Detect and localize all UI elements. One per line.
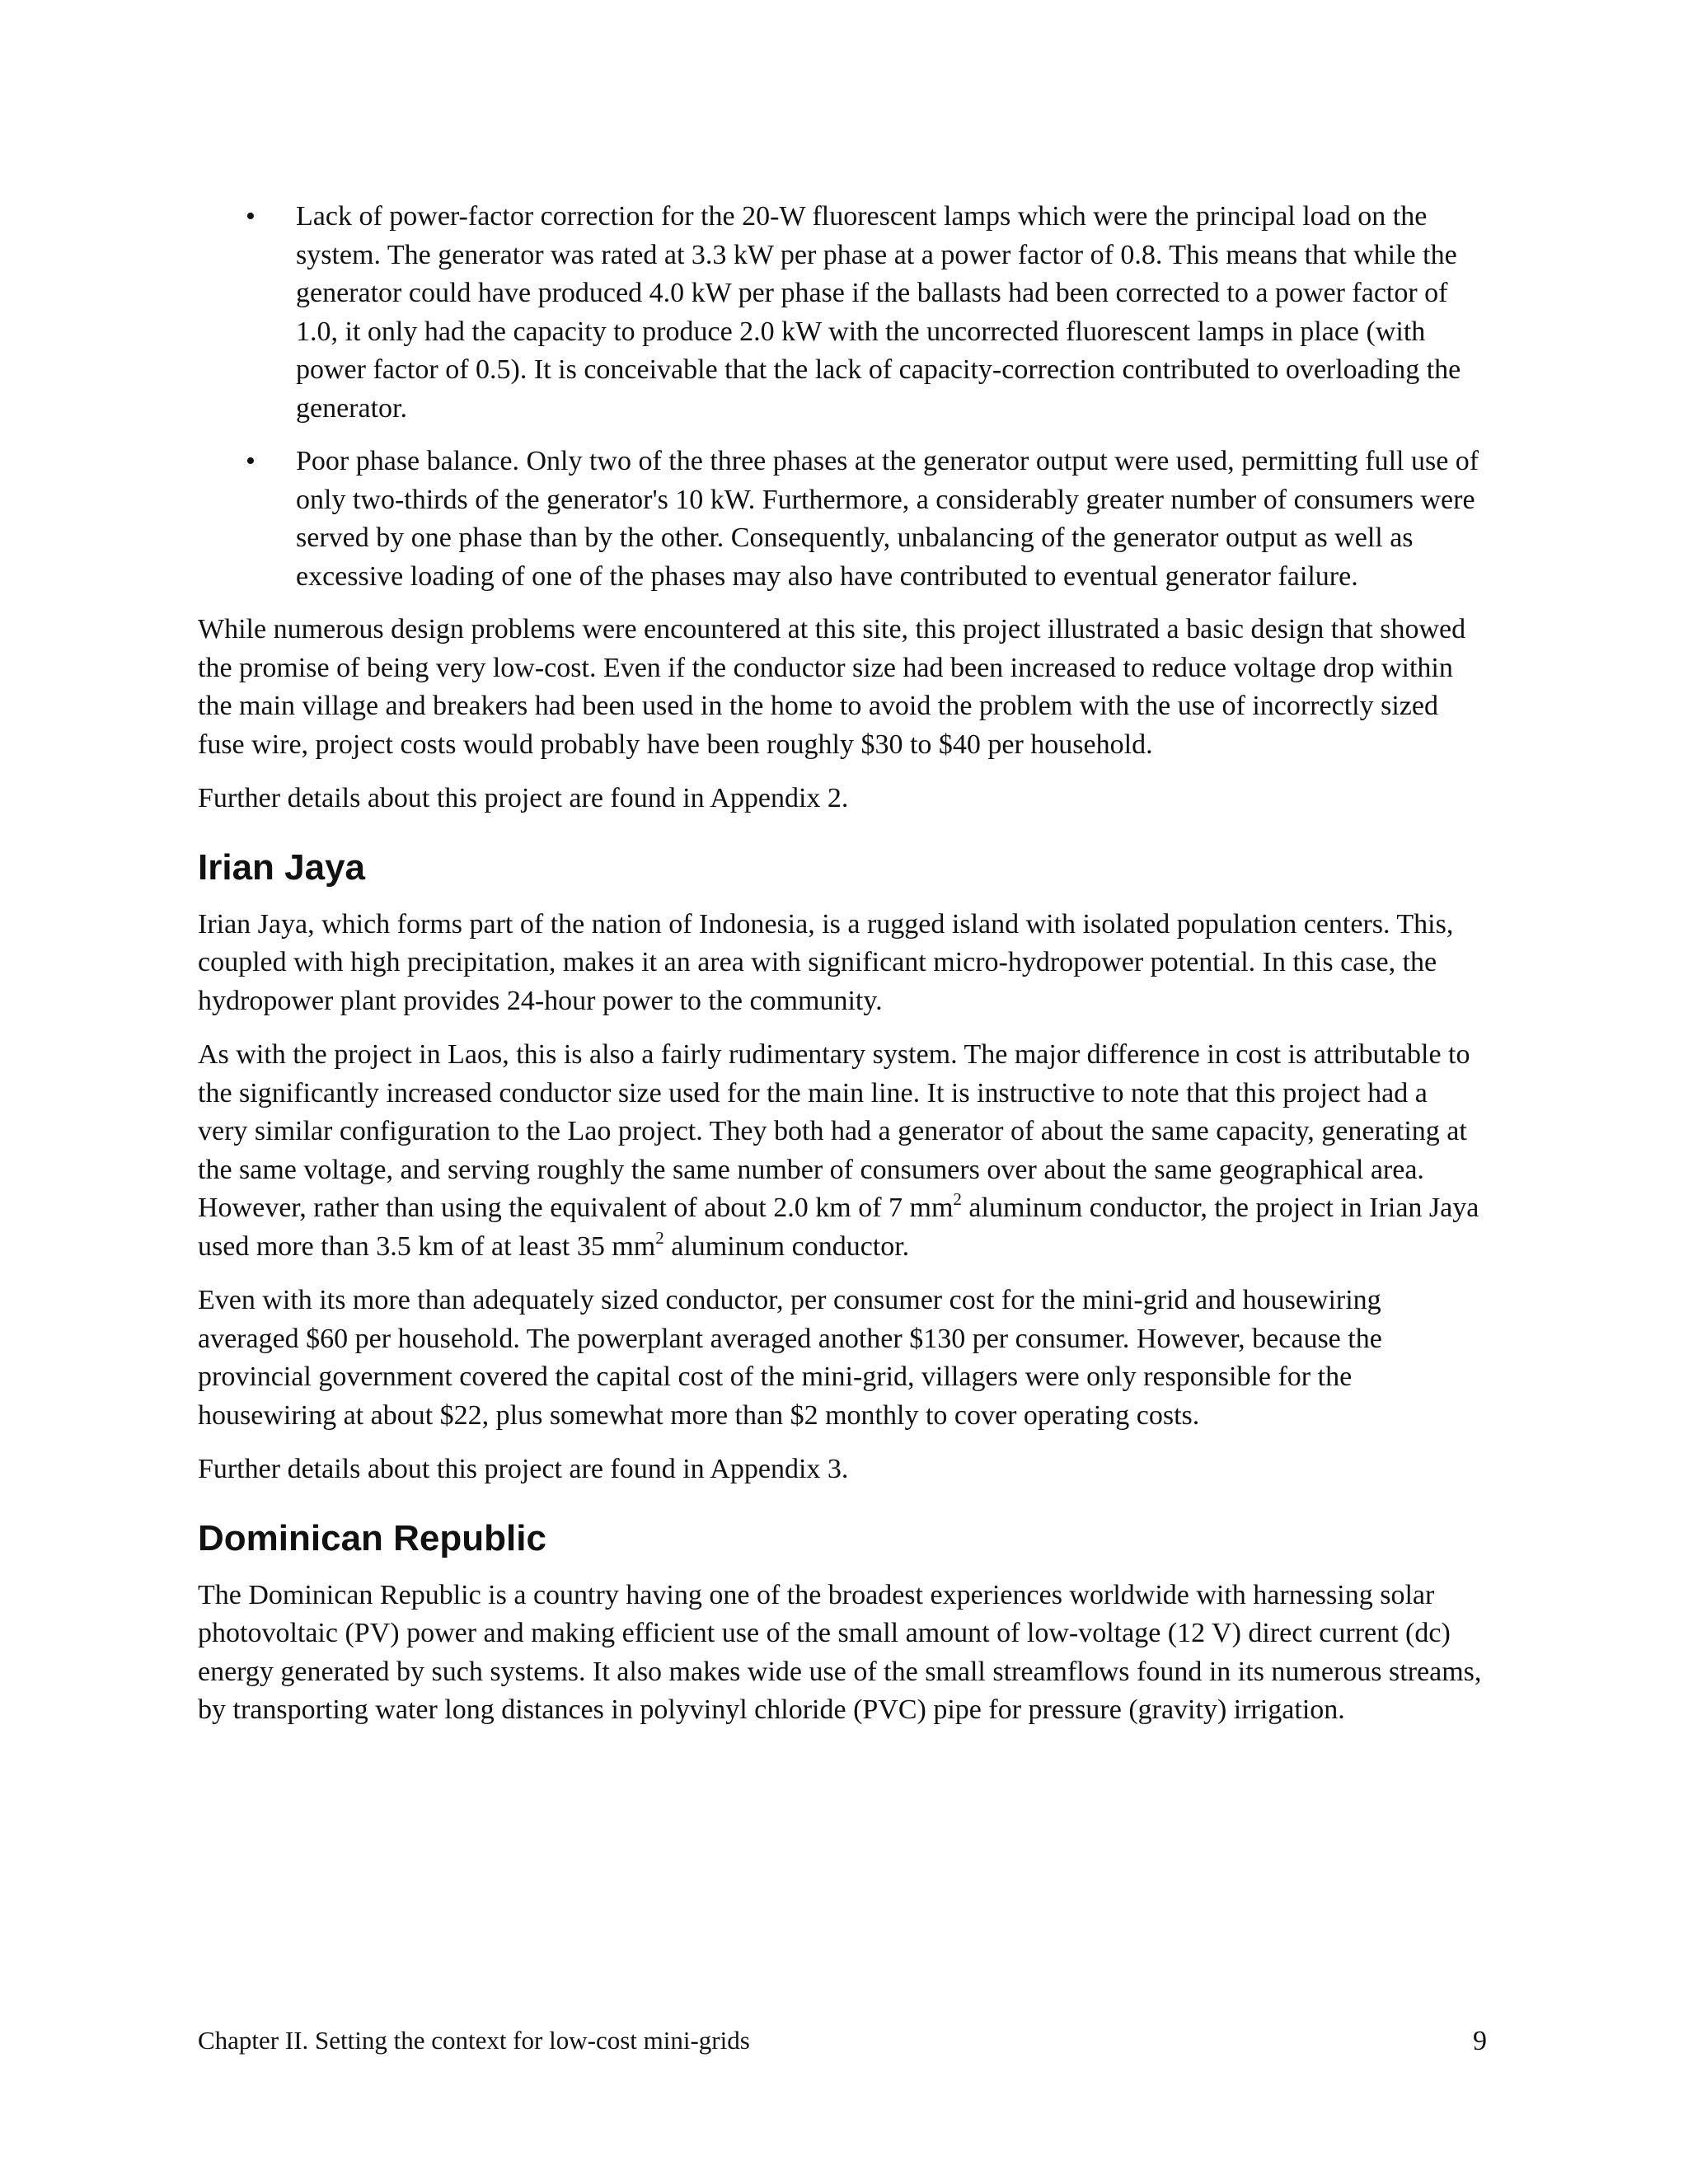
dominican-republic-heading: Dominican Republic xyxy=(198,1517,546,1558)
superscript-2: 2 xyxy=(953,1189,962,1209)
irian-paragraph-2 xyxy=(198,1036,1484,1266)
page-footer xyxy=(198,2026,1487,2057)
superscript-2: 2 xyxy=(655,1227,664,1248)
page-number: 9 xyxy=(1473,2026,1487,2056)
bullet-icon: • xyxy=(246,201,256,232)
list-item xyxy=(198,198,1484,428)
laos-further-details: Further details about this project are found in Appendix 2. xyxy=(198,783,849,813)
bullet-icon: • xyxy=(246,446,256,476)
list-item xyxy=(198,443,1484,596)
irian-p2-text-b: aluminum conductor, the project in Irian Jaya used more than 3.5 km of at least 35 mm xyxy=(198,1193,1479,1262)
footer-chapter-title: Chapter II. Setting the context for low-cost mini-grids xyxy=(198,2026,750,2055)
bullet-list xyxy=(198,198,1484,596)
irian-further-details: Further details about this project are found in Appendix 3. xyxy=(198,1454,849,1484)
page-content xyxy=(198,198,1484,1746)
bullet-text: Lack of power-factor correction for the 20-W fluorescent lamps which were the principal load on the system. The generator was rated at 3.3 kW per phase at a power factor of 0.8. This means that while the generator could have produced 4.0 kW per phase if the ballasts had been corrected to a power factor of 1.0, it only had the capacity to produce 2.0 kW with the uncorrected fluorescent lamps in place (with power factor of 0.5). It is conceivable that the lack of capacity-correction contributed to overloading the generator. xyxy=(296,201,1461,424)
irian-p2-text-c: aluminum conductor. xyxy=(663,1230,910,1262)
laos-summary-paragraph: While numerous design problems were encountered at this site, this project illustrated a basic design that showed the promise of being very low-cost. Even if the conductor size had been increased to reduce voltage drop within the main village and breakers had been used in the home to avoid the problem with the use of incorrectly sized fuse wire, project costs would probably have been roughly $30 to $40 per household. xyxy=(198,614,1466,760)
bullet-text: Poor phase balance. Only two of the three phases at the generator output were used, permitting full use of only two-thirds of the generator's 10 kW. Furthermore, a considerably greater number of consumers were served by one phase than by the other. Consequently, unbalancing of the generator output as well as excessive loading of one of the phases may also have contributed to eventual generator failure. xyxy=(296,446,1479,592)
irian-paragraph-1: Irian Jaya, which forms part of the nation of Indonesia, is a rugged island with isolated population centers. This, coupled with high precipitation, makes it an area with significant micro-hydropower potential. In this case, the hydropower plant provides 24-hour power to the community. xyxy=(198,908,1454,1016)
irian-jaya-heading: Irian Jaya xyxy=(198,846,366,888)
irian-paragraph-3: Even with its more than adequately sized conductor, per consumer cost for the mini-grid and housewiring averaged $60 per household. The powerplant averaged another $130 per consumer. However, because the provincial government covered the capital cost of the mini-grid, villagers were only responsible for the housewiring at about $22, plus somewhat more than $2 monthly to cover operating costs. xyxy=(198,1285,1382,1431)
dominican-paragraph-1: The Dominican Republic is a country having one of the broadest experiences worldwide with harnessing solar photovoltaic (PV) power and making efficient use of the small amount of low-voltage (12 V) direct current (dc) energy generated by such systems. It also makes wide use of the small streamflows found in its numerous streams, by transporting water long distances in polyvinyl chloride (PVC) pipe for pressure (gravity) irrigation. xyxy=(198,1579,1482,1725)
irian-p2-text-a: As with the project in Laos, this is also a fairly rudimentary system. The major difference in cost is attributable to the significantly increased conductor size used for the main line. It is instructive to note that this project had a very similar configuration to the Lao project. They both had a generator of about the same capacity, generating at the same voltage, and serving roughly the same number of consumers over about the same geographical area. However, rather than using the equivalent of about 2.0 km of 7 mm xyxy=(198,1039,1470,1223)
